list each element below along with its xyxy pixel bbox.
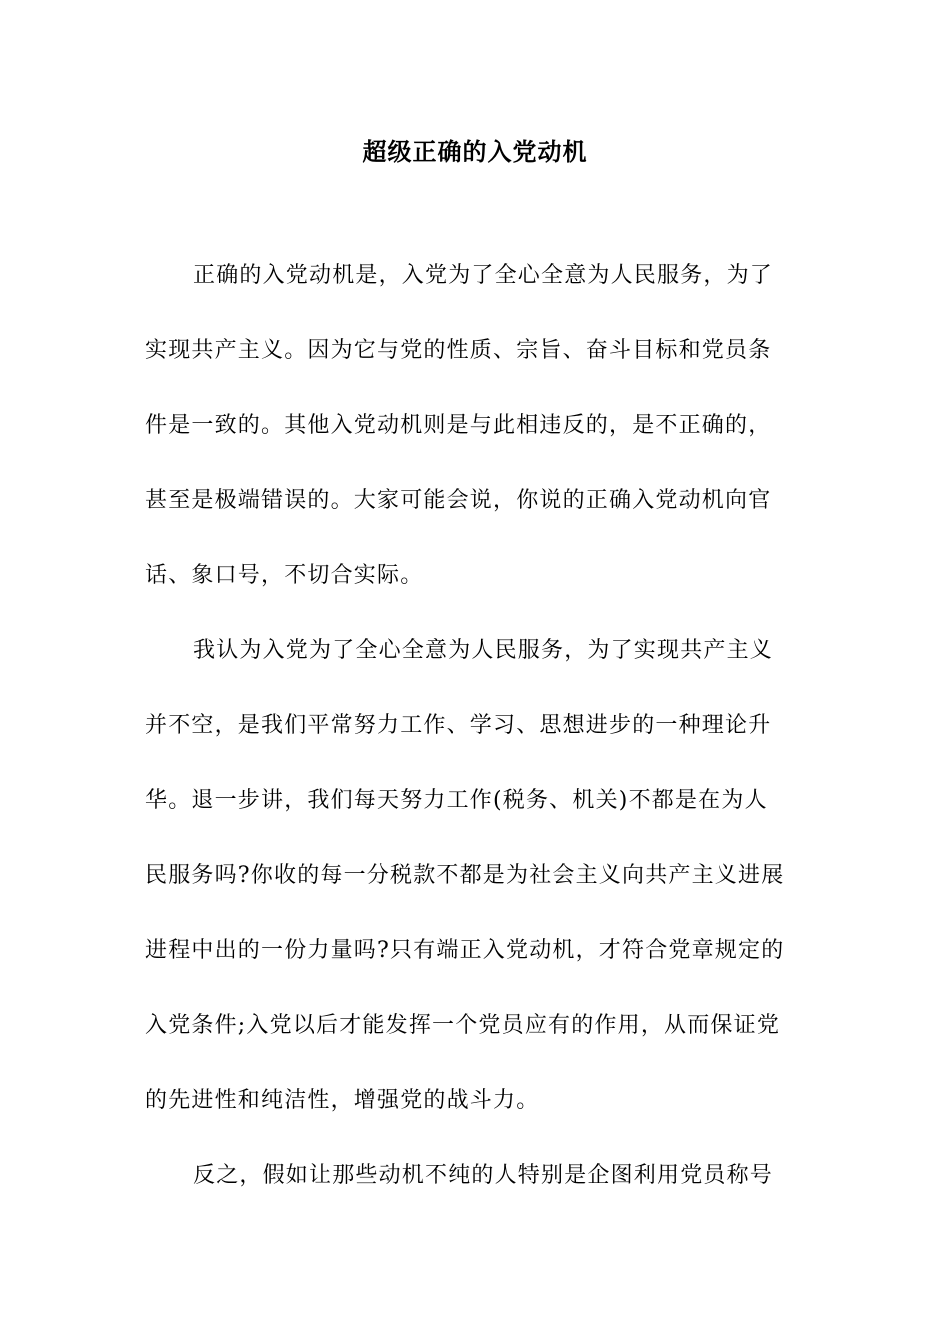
document-title: 超级正确的入党动机 — [362, 137, 588, 166]
paragraph-line: 话、象口号，不切合实际。 — [145, 563, 424, 588]
paragraph-2 — [145, 631, 805, 1156]
paragraph-line: 民服务吗?你收的每一分税款不都是为社会主义向共产主义进展 — [145, 863, 785, 888]
paragraph-line: 入党条件;入党以后才能发挥一个党员应有的作用，从而保证党 — [145, 1013, 781, 1038]
paragraph-line: 并不空，是我们平常努力工作、学习、思想进步的一种理论升 — [145, 713, 772, 738]
paragraph-line: 我认为入党为了全心全意为人民服务，为了实现共产主义 — [193, 638, 774, 663]
paragraph-line: 华。退一步讲，我们每天努力工作(税务、机关)不都是在为人 — [145, 788, 768, 813]
paragraph-3 — [145, 1156, 805, 1231]
document-body — [145, 256, 805, 1231]
paragraph-line: 正确的入党动机是，入党为了全心全意为人民服务，为了 — [193, 263, 774, 288]
paragraph-line: 进程中出的一份力量吗?只有端正入党动机，才符合党章规定的 — [145, 938, 785, 963]
paragraph-line: 反之，假如让那些动机不纯的人特别是企图利用党员称号 — [193, 1163, 774, 1188]
paragraph-line: 实现共产主义。因为它与党的性质、宗旨、奋斗目标和党员条 — [145, 338, 772, 363]
paragraph-line: 件是一致的。其他入党动机则是与此相违反的，是不正确的， — [145, 413, 772, 438]
paragraph-1 — [145, 256, 805, 631]
paragraph-line: 的先进性和纯洁性，增强党的战斗力。 — [145, 1088, 540, 1113]
paragraph-line: 甚至是极端错误的。大家可能会说，你说的正确入党动机向官 — [145, 488, 772, 513]
